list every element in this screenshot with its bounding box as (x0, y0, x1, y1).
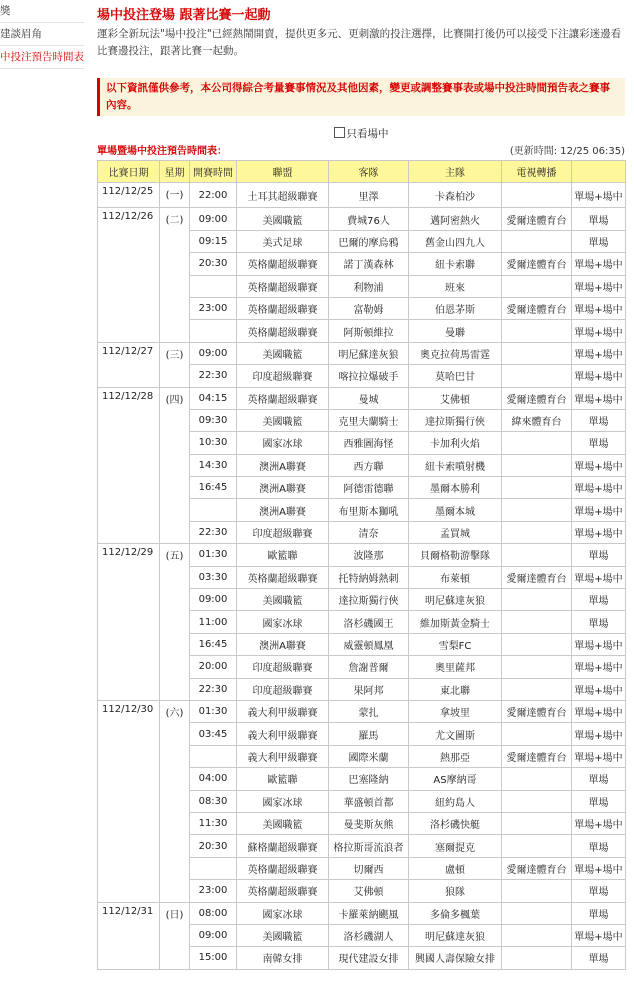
cell-home: 雪梨FC (409, 633, 502, 655)
cell-away: 洛杉磯國王 (329, 611, 409, 633)
cell-type: 單場+場中 (572, 477, 626, 499)
cell-home: 墨爾本城 (409, 499, 502, 521)
header-league: 聯盟 (237, 161, 329, 183)
cell-home: 伯恩茅斯 (409, 297, 502, 319)
cell-away: 波隆那 (329, 544, 409, 566)
cell-tv (502, 521, 572, 543)
cell-type: 單場 (572, 432, 626, 454)
cell-type: 單場+場中 (572, 700, 626, 722)
cell-away: 巴塞隆納 (329, 768, 409, 790)
cell-away: 阿斯頓維拉 (329, 320, 409, 342)
cell-away: 達拉斯獨行俠 (329, 589, 409, 611)
cell-time: 09:00 (190, 342, 237, 364)
cell-home: 卡森柏沙 (409, 183, 502, 208)
cell-type: 單場+場中 (572, 387, 626, 409)
cell-tv (502, 633, 572, 655)
live-only-label: 只看場中 (346, 128, 389, 140)
cell-league: 國家冰球 (237, 432, 329, 454)
cell-time (190, 499, 237, 521)
cell-away: 切爾西 (329, 857, 409, 879)
cell-league: 美國職籃 (237, 589, 329, 611)
cell-type: 單場 (572, 589, 626, 611)
cell-time: 16:45 (190, 633, 237, 655)
cell-date: 112/12/30 (98, 700, 160, 902)
notice-banner: 以下資訊僅供參考，本公司得綜合考量賽事情況及其他因素，變更或調整賽事表或場中投注時間預告表之賽事內容。 (97, 78, 625, 116)
cell-home: 東北聯 (409, 678, 502, 700)
cell-home: 莫哈巴甘 (409, 365, 502, 387)
cell-time: 14:30 (190, 454, 237, 476)
cell-type: 單場 (572, 544, 626, 566)
cell-league: 國家冰球 (237, 611, 329, 633)
cell-date: 112/12/28 (98, 387, 160, 544)
cell-type: 單場 (572, 835, 626, 857)
cell-league: 歐籃聯 (237, 768, 329, 790)
cell-weekday: (日) (160, 902, 190, 969)
cell-away: 國際米蘭 (329, 745, 409, 767)
cell-away: 利物浦 (329, 275, 409, 297)
sidebar-item-prize[interactable]: 獎 (0, 0, 84, 23)
cell-home: 班來 (409, 275, 502, 297)
cell-tv: 愛爾達體育台 (502, 297, 572, 319)
cell-tv (502, 656, 572, 678)
cell-tv (502, 477, 572, 499)
cell-home: 曼聯 (409, 320, 502, 342)
cell-away: 羅馬 (329, 723, 409, 745)
cell-date: 112/12/31 (98, 902, 160, 969)
cell-time: 09:00 (190, 589, 237, 611)
cell-away: 富勒姆 (329, 297, 409, 319)
cell-weekday: (五) (160, 544, 190, 701)
cell-date: 112/12/27 (98, 342, 160, 387)
live-only-filter[interactable] (97, 124, 625, 144)
cell-league: 澳洲A聯賽 (237, 477, 329, 499)
schedule-table (97, 160, 626, 970)
cell-league: 美式足球 (237, 230, 329, 252)
cell-type: 單場+場中 (572, 745, 626, 767)
cell-league: 英格蘭超級聯賽 (237, 566, 329, 588)
cell-type: 單場+場中 (572, 857, 626, 879)
cell-tv (502, 499, 572, 521)
cell-time (190, 857, 237, 879)
cell-tv (502, 432, 572, 454)
cell-home: 奧克拉荷馬雷霆 (409, 342, 502, 364)
cell-away: 格拉斯哥流浪者 (329, 835, 409, 857)
cell-away: 詹謝普爾 (329, 656, 409, 678)
cell-tv: 愛爾達體育台 (502, 566, 572, 588)
cell-tv (502, 678, 572, 700)
cell-tv (502, 924, 572, 946)
cell-home: 維加斯黃金騎士 (409, 611, 502, 633)
cell-away: 清奈 (329, 521, 409, 543)
cell-league: 國家冰球 (237, 790, 329, 812)
cell-home: 塞爾提克 (409, 835, 502, 857)
cell-league: 英格蘭超級聯賽 (237, 387, 329, 409)
cell-time (190, 320, 237, 342)
cell-type: 單場+場中 (572, 678, 626, 700)
header-date: 比賽日期 (98, 161, 160, 183)
cell-time: 11:30 (190, 812, 237, 834)
cell-away: 洛杉磯湖人 (329, 924, 409, 946)
cell-time: 15:00 (190, 947, 237, 969)
cell-away: 曼城 (329, 387, 409, 409)
cell-weekday: (一) (160, 183, 190, 208)
cell-type: 單場 (572, 947, 626, 969)
header-type (572, 161, 626, 183)
cell-tv (502, 454, 572, 476)
cell-time: 03:45 (190, 723, 237, 745)
cell-tv (502, 320, 572, 342)
cell-time: 20:30 (190, 835, 237, 857)
cell-home: 舊金山四九人 (409, 230, 502, 252)
cell-home: 孟買城 (409, 521, 502, 543)
intro-text: 運彩全新玩法"場中投注"已經熱鬧開賣，提供更多元、更刺激的投注選擇，比賽開打後仍可以接受下注讓彩迷邊看比賽邊投注，跟著比賽一起動。 (97, 28, 622, 57)
cell-type: 單場 (572, 768, 626, 790)
cell-type: 單場+場中 (572, 633, 626, 655)
cell-away: 卡羅萊納颶風 (329, 902, 409, 924)
cell-date: 112/12/26 (98, 208, 160, 342)
cell-time: 04:00 (190, 768, 237, 790)
cell-tv (502, 947, 572, 969)
cell-away: 費城76人 (329, 208, 409, 230)
cell-league: 英格蘭超級聯賽 (237, 320, 329, 342)
cell-home: 熱那亞 (409, 745, 502, 767)
cell-tv: 愛爾達體育台 (502, 745, 572, 767)
cell-away: 明尼蘇達灰狼 (329, 342, 409, 364)
cell-time: 09:00 (190, 924, 237, 946)
cell-type: 單場+場中 (572, 656, 626, 678)
main-content (97, 6, 625, 970)
cell-league: 澳洲A聯賽 (237, 454, 329, 476)
cell-tv: 愛爾達體育台 (502, 857, 572, 879)
update-time: (更新時間: 12/25 06:35) (509, 146, 625, 157)
cell-type: 單場+場中 (572, 320, 626, 342)
cell-league: 美國職籃 (237, 409, 329, 431)
table-row (98, 544, 626, 566)
cell-away: 蒙扎 (329, 700, 409, 722)
cell-league: 土耳其超級聯賽 (237, 183, 329, 208)
cell-date: 112/12/25 (98, 183, 160, 208)
cell-tv (502, 275, 572, 297)
cell-league: 義大利甲級聯賽 (237, 723, 329, 745)
cell-tv (502, 835, 572, 857)
table-row (98, 387, 626, 409)
cell-home: 明尼蘇達灰狼 (409, 589, 502, 611)
cell-tv (502, 723, 572, 745)
cell-home: 盧頓 (409, 857, 502, 879)
cell-away: 曼斐斯灰熊 (329, 812, 409, 834)
cell-away: 克里夫蘭騎士 (329, 409, 409, 431)
cell-away: 西方聯 (329, 454, 409, 476)
schedule-meta (97, 144, 625, 160)
cell-tv (502, 342, 572, 364)
cell-type: 單場+場中 (572, 183, 626, 208)
cell-home: 邁阿密熱火 (409, 208, 502, 230)
table-row (98, 183, 626, 208)
cell-away: 果阿邦 (329, 678, 409, 700)
cell-tv (502, 790, 572, 812)
cell-time: 11:00 (190, 611, 237, 633)
cell-away: 里澤 (329, 183, 409, 208)
cell-time: 01:30 (190, 700, 237, 722)
schedule-body (98, 183, 626, 970)
cell-away: 托特納姆熱刺 (329, 566, 409, 588)
cell-type: 單場+場中 (572, 566, 626, 588)
cell-tv (502, 768, 572, 790)
cell-weekday: (四) (160, 387, 190, 544)
table-row (98, 700, 626, 722)
cell-home: 墨爾本勝利 (409, 477, 502, 499)
cell-type: 單場+場中 (572, 275, 626, 297)
cell-tv (502, 183, 572, 208)
cell-time: 20:00 (190, 656, 237, 678)
cell-tv (502, 880, 572, 902)
cell-time (190, 745, 237, 767)
cell-tv: 愛爾達體育台 (502, 253, 572, 275)
cell-time: 20:30 (190, 253, 237, 275)
cell-tv (502, 812, 572, 834)
cell-type: 單場+場中 (572, 812, 626, 834)
cell-tv: 愛爾達體育台 (502, 208, 572, 230)
cell-league: 國家冰球 (237, 902, 329, 924)
cell-away: 華盛頓首都 (329, 790, 409, 812)
cell-time: 23:00 (190, 880, 237, 902)
cell-away: 西雅圖海怪 (329, 432, 409, 454)
cell-league: 義大利甲級聯賽 (237, 745, 329, 767)
cell-home: 奧里薩邦 (409, 656, 502, 678)
cell-league: 歐籃聯 (237, 544, 329, 566)
cell-away: 威靈頓鳳凰 (329, 633, 409, 655)
cell-type: 單場 (572, 409, 626, 431)
cell-league: 蘇格蘭超級聯賽 (237, 835, 329, 857)
cell-home: 貝爾格勒游擊隊 (409, 544, 502, 566)
cell-weekday: (六) (160, 700, 190, 902)
table-row (98, 208, 626, 230)
cell-tv (502, 230, 572, 252)
cell-home: 紐約島人 (409, 790, 502, 812)
table-row (98, 342, 626, 364)
cell-type: 單場 (572, 790, 626, 812)
cell-league: 澳洲A聯賽 (237, 499, 329, 521)
cell-time: 22:30 (190, 521, 237, 543)
cell-home: 尤文圖斯 (409, 723, 502, 745)
cell-type: 單場 (572, 611, 626, 633)
cell-away: 喀拉拉爆破手 (329, 365, 409, 387)
cell-home: 卡加利火焰 (409, 432, 502, 454)
cell-league: 義大利甲級聯賽 (237, 700, 329, 722)
cell-league: 英格蘭超級聯賽 (237, 297, 329, 319)
cell-time: 01:30 (190, 544, 237, 566)
cell-league: 印度超級聯賽 (237, 365, 329, 387)
cell-away: 阿德雷德聯 (329, 477, 409, 499)
cell-weekday: (三) (160, 342, 190, 387)
cell-weekday: (二) (160, 208, 190, 342)
cell-type: 單場+場中 (572, 521, 626, 543)
cell-time: 08:30 (190, 790, 237, 812)
cell-home: AS摩納哥 (409, 768, 502, 790)
cell-away: 諾丁漢森林 (329, 253, 409, 275)
cell-league: 美國職籃 (237, 208, 329, 230)
cell-time: 08:00 (190, 902, 237, 924)
cell-type: 單場 (572, 880, 626, 902)
header-tv: 電視轉播 (502, 161, 572, 183)
cell-home: 多倫多楓葉 (409, 902, 502, 924)
cell-time: 09:00 (190, 208, 237, 230)
cell-home: 艾佛頓 (409, 387, 502, 409)
sidebar-item-live-schedule[interactable]: 中投注預告時間表 (0, 46, 84, 69)
cell-time: 22:30 (190, 365, 237, 387)
cell-league: 澳洲A聯賽 (237, 633, 329, 655)
sidebar (0, 0, 84, 69)
cell-type: 單場+場中 (572, 365, 626, 387)
cell-tv (502, 544, 572, 566)
cell-time: 04:15 (190, 387, 237, 409)
cell-time: 23:00 (190, 297, 237, 319)
cell-home: 紐卡索噴射機 (409, 454, 502, 476)
cell-away: 巴爾的摩烏鴉 (329, 230, 409, 252)
cell-type: 單場+場中 (572, 924, 626, 946)
cell-league: 美國職籃 (237, 924, 329, 946)
header-home: 主隊 (409, 161, 502, 183)
cell-home: 明尼蘇達灰狼 (409, 924, 502, 946)
cell-home: 紐卡索聯 (409, 253, 502, 275)
cell-league: 英格蘭超級聯賽 (237, 880, 329, 902)
cell-home: 洛杉磯快艇 (409, 812, 502, 834)
cell-league: 美國職籃 (237, 812, 329, 834)
cell-league: 美國職籃 (237, 342, 329, 364)
cell-away: 現代建設女排 (329, 947, 409, 969)
cell-tv (502, 611, 572, 633)
page-title: 場中投注登場 跟著比賽一起動 (97, 8, 271, 23)
cell-time: 22:30 (190, 678, 237, 700)
cell-type: 單場+場中 (572, 454, 626, 476)
cell-league: 印度超級聯賽 (237, 656, 329, 678)
header-time: 開賽時間 (190, 161, 237, 183)
cell-type: 單場+場中 (572, 297, 626, 319)
cell-tv (502, 365, 572, 387)
live-only-checkbox[interactable] (334, 127, 345, 138)
cell-league: 南韓女排 (237, 947, 329, 969)
header-weekday: 星期 (160, 161, 190, 183)
cell-time (190, 275, 237, 297)
cell-date: 112/12/29 (98, 544, 160, 701)
cell-home: 狼隊 (409, 880, 502, 902)
cell-league: 英格蘭超級聯賽 (237, 253, 329, 275)
cell-tv: 愛爾達體育台 (502, 700, 572, 722)
cell-league: 英格蘭超級聯賽 (237, 857, 329, 879)
cell-type: 單場+場中 (572, 253, 626, 275)
cell-league: 印度超級聯賽 (237, 521, 329, 543)
cell-type: 單場+場中 (572, 723, 626, 745)
table-header-row (98, 161, 626, 183)
cell-home: 達拉斯獨行俠 (409, 409, 502, 431)
cell-time: 16:45 (190, 477, 237, 499)
header-away: 客隊 (329, 161, 409, 183)
schedule-label: 單場暨場中投注預告時間表： (97, 146, 227, 157)
cell-home: 興國人壽保險女排 (409, 947, 502, 969)
cell-time: 22:00 (190, 183, 237, 208)
cell-away: 艾佛頓 (329, 880, 409, 902)
cell-type: 單場+場中 (572, 342, 626, 364)
cell-league: 印度超級聯賽 (237, 678, 329, 700)
cell-type: 單場 (572, 230, 626, 252)
cell-type: 單場 (572, 208, 626, 230)
cell-time: 09:30 (190, 409, 237, 431)
cell-home: 拿坡里 (409, 700, 502, 722)
table-row (98, 902, 626, 924)
cell-away: 布里斯本獅吼 (329, 499, 409, 521)
cell-type: 單場 (572, 902, 626, 924)
cell-type: 單場+場中 (572, 499, 626, 521)
cell-time: 09:15 (190, 230, 237, 252)
cell-league: 英格蘭超級聯賽 (237, 275, 329, 297)
cell-home: 布萊頓 (409, 566, 502, 588)
cell-tv: 緯來體育台 (502, 409, 572, 431)
cell-tv (502, 589, 572, 611)
cell-tv: 愛爾達體育台 (502, 387, 572, 409)
cell-time: 03:30 (190, 566, 237, 588)
cell-time: 10:30 (190, 432, 237, 454)
cell-tv (502, 902, 572, 924)
sidebar-item-tips[interactable]: 建談眉角 (0, 23, 84, 46)
